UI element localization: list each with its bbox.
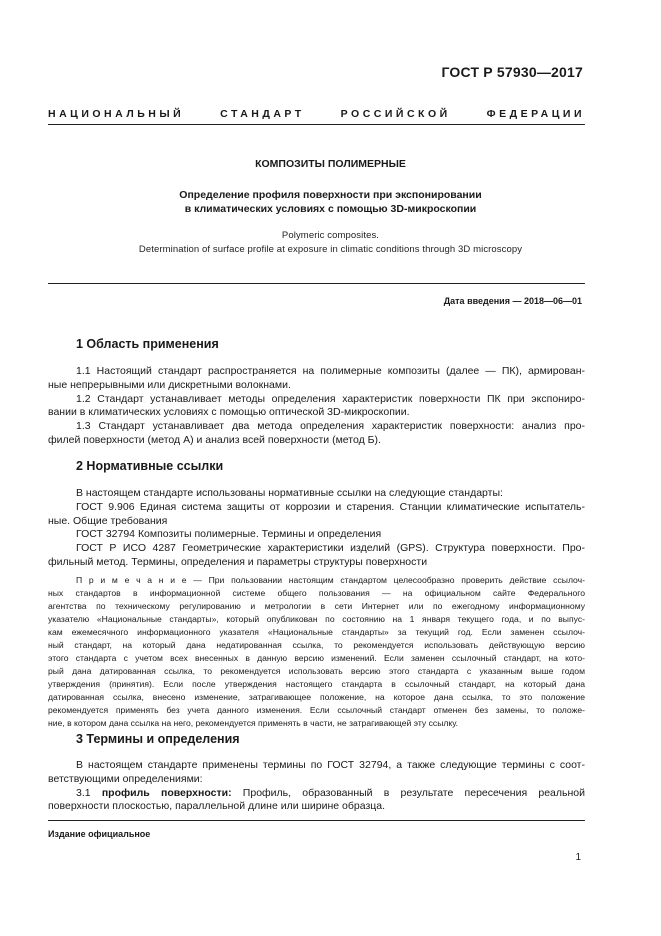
section-1-heading: 1 Область применения xyxy=(76,337,219,351)
note-line: этого стандарта с учетом всех внесенных в данную версию изменений. Если заменен ссылочный стандарт, на кото- xyxy=(48,653,585,663)
text-line: ГОСТ 32794 Композиты полимерные. Термины и определения xyxy=(76,528,382,541)
text-line: поверхности плоскостью, параллельной длине или ширине образца. xyxy=(48,800,386,813)
text-line: ветствующими определениями: xyxy=(48,772,203,785)
section-1-body xyxy=(48,365,585,448)
text-line: 1.2 Стандарт устанавливает методы определения характеристик поверхности ПК при экспониро- xyxy=(76,392,585,405)
note-line: указателю «Национальные стандарты», который опубликован по состоянию на 1 января текущего года, и по выпус- xyxy=(48,614,585,624)
text-line: ные. Общие требования xyxy=(48,514,168,527)
term-name: профиль поверхности: xyxy=(101,786,232,799)
standard-code: ГОСТ Р 57930—2017 xyxy=(441,64,583,80)
term-line xyxy=(48,787,585,801)
note-line: рекомендуется применять без учета данного изменения. Если ссылочный стандарт отменен без замены, то положе- xyxy=(48,705,585,715)
text-line: фильный метод. Термины, определения и параметры структуры поверхности xyxy=(48,555,428,568)
term-number: 3.1 xyxy=(76,786,102,799)
term-definition: Профиль, образованный в результате пересечения реальной xyxy=(231,786,586,799)
effective-date: Дата введения — 2018—06—01 xyxy=(443,296,582,306)
section-3-body xyxy=(48,759,585,814)
national-standard-banner: НАЦИОНАЛЬНЫЙ СТАНДАРТ РОССИЙСКОЙ ФЕДЕРАЦИИ xyxy=(48,108,585,120)
page-number: 1 xyxy=(575,852,581,863)
document-subtitle xyxy=(0,188,661,216)
text-line: вании в климатических условиях с помощью оптической 3D-микроскопии. xyxy=(48,406,410,419)
note-line: агентства по техническому регулированию и метрологии в сети Интернет или по ежегодному информационному xyxy=(48,601,585,611)
subtitle-line-1: Определение профиля поверхности при экспонировании xyxy=(179,189,482,201)
section-3-heading: 3 Термины и определения xyxy=(76,732,240,746)
english-title-line-2: Determination of surface profile at exposure in climatic conditions through 3D microscopy xyxy=(138,244,523,255)
text-line: 1.3 Стандарт устанавливает два метода определения характеристик поверхности: анализ про- xyxy=(76,420,585,433)
text-line: 1.1 Настоящий стандарт распространяется на полимерные композиты (далее — ПК), армирован- xyxy=(76,365,585,377)
note-line: ный стандарт, на который дана недатированная ссылка, то рекомендуется использовать действующую версию xyxy=(48,640,585,650)
english-title xyxy=(0,229,661,257)
top-divider xyxy=(48,124,585,125)
note-line: ных стандартов в информационной системе общего пользования — на официальном сайте Федерального xyxy=(48,588,585,598)
section-2-note xyxy=(48,574,585,730)
section-2-heading: 2 Нормативные ссылки xyxy=(76,459,224,473)
edition-label: Издание официальное xyxy=(48,829,151,839)
note-line: рый дана датированная ссылка, то рекомендуется использовать версию этого стандарта с указанным выше годом xyxy=(48,666,585,676)
text-line: В настоящем стандарте использованы нормативные ссылки на следующие стандарты: xyxy=(76,487,503,499)
text-line: В настоящем стандарте применены термины по ГОСТ 32794, а также следующие термины с соот- xyxy=(76,759,585,771)
note-line: утверждения (принятия). Если после утверждения настоящего стандарта в ссылочный стандарт, на который дана xyxy=(48,679,585,689)
section-2-body xyxy=(48,487,585,570)
subtitle-line-2: в климатических условиях с помощью 3D-микроскопии xyxy=(184,203,477,215)
title-divider xyxy=(48,283,585,284)
text-line: ГОСТ 9.906 Единая система защиты от коррозии и старения. Станции климатические испытатель- xyxy=(76,500,585,513)
footer-divider xyxy=(48,820,585,821)
english-title-line-1: Polymeric composites. xyxy=(281,230,380,241)
text-line: филей поверхности (метод А) и анализ всей поверхности (метод Б). xyxy=(48,433,381,446)
document-title: КОМПОЗИТЫ ПОЛИМЕРНЫЕ xyxy=(255,158,406,170)
text-line: ГОСТ Р ИСО 4287 Геометрические характеристики изделий (GPS). Структура поверхности. Про- xyxy=(76,542,585,555)
note-line: датированная ссылка, внесено изменение, затрагивающее положение, на которое дана ссылка, то это положение xyxy=(48,692,585,702)
note-line: П р и м е ч а н и е — При пользовании настоящим стандартом целесообразно проверить действие ссылоч- xyxy=(76,575,585,585)
note-line: ние, в котором дана ссылка на него, рекомендуется применять в части, не затрагивающей эту ссылку. xyxy=(48,718,459,728)
text-line: ные непрерывными или дискретными волокнами. xyxy=(48,378,291,391)
note-line: кам ежемесячного информационного указателя «Национальные стандарты» за текущий год. Если заменен ссылоч- xyxy=(48,627,585,637)
